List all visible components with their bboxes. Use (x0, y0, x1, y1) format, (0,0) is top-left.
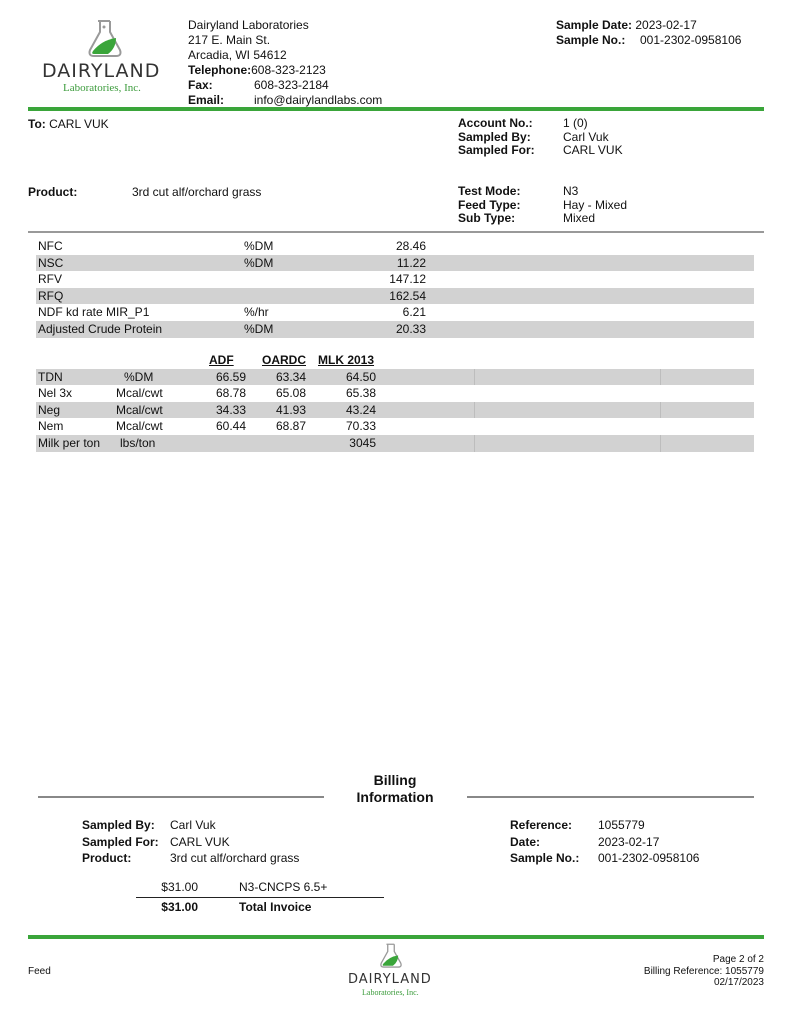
invoice-rule (136, 897, 384, 898)
cell-divider (474, 435, 475, 452)
row-adf: 68.78 (215, 386, 246, 401)
feed-type-label: Feed Type: (458, 197, 521, 212)
sampled-for-label: Sampled For: (458, 143, 535, 157)
feed-type-value: Hay - Mixed (563, 197, 628, 212)
sampled-by-label: Sampled By: (458, 129, 531, 144)
col-header-oardc: OARDC (262, 353, 306, 367)
row-mlk: 70.33 (345, 419, 376, 434)
sample-no-value: 001-2302-0958106 (640, 33, 742, 47)
row-adf: 34.33 (215, 402, 246, 417)
row-value: 147.12 (389, 272, 426, 287)
col-header-mlk: MLK 2013 (318, 353, 375, 367)
row-name: Milk per ton (38, 435, 101, 450)
billing-product-value: 3rd cut alf/orchard grass (170, 851, 300, 865)
row-name: NFC (38, 239, 63, 253)
billing-reference-label: Reference: (510, 818, 573, 832)
account-no-label: Account No.: (458, 116, 533, 130)
invoice-total-label: Total Invoice (239, 900, 312, 914)
energy-table-header (36, 352, 754, 369)
lab-logo (38, 18, 172, 100)
billing-title-line2: Information (356, 789, 434, 805)
cell-divider (660, 369, 661, 386)
table-row (36, 304, 754, 321)
footer-page: Page 2 of 2 (712, 954, 764, 965)
test-mode-block (458, 185, 758, 226)
analysis-table (36, 238, 754, 338)
invoice-line-desc: N3-CNCPS 6.5+ (239, 880, 328, 894)
email-value: info@dairylandlabs.com (254, 93, 383, 107)
sample-no-label: Sample No.: (556, 33, 626, 47)
sub-type-value: Mixed (563, 211, 596, 225)
footer-rule (28, 935, 764, 939)
col-header-adf: ADF (209, 353, 234, 367)
billing-sampled-by-label: Sampled By: (82, 818, 155, 832)
logo-sub: Laboratories, Inc. (63, 82, 141, 94)
row-value: 6.21 (402, 305, 426, 320)
row-unit: %DM (244, 321, 274, 336)
row-oardc: 65.08 (275, 386, 306, 401)
billing-sample-no-label: Sample No.: (510, 851, 580, 865)
invoice-lines (136, 880, 384, 915)
table-row (36, 385, 754, 402)
row-name: Nel 3x (38, 386, 73, 401)
table-row (36, 255, 754, 272)
footer-billing-ref: Billing Reference: 1055779 (643, 965, 764, 977)
flask-logo-icon (82, 18, 128, 60)
billing-right-block (510, 817, 770, 867)
fax-label: Fax: (188, 78, 213, 92)
telephone-value: 608-323-2123 (251, 63, 326, 77)
footer-logo-word: DAIRYLAND (348, 972, 432, 987)
cell-divider (660, 402, 661, 419)
to-label: To: (28, 117, 46, 131)
invoice-line-amount: $31.00 (161, 880, 198, 894)
row-unit: Mcal/cwt (116, 402, 163, 417)
row-oardc: 41.93 (275, 402, 306, 417)
cell-divider (474, 402, 475, 419)
table-row (36, 418, 754, 435)
cell-divider (474, 369, 475, 386)
row-unit: %DM (244, 239, 274, 253)
row-mlk: 3045 (349, 435, 376, 450)
test-mode-label: Test Mode: (458, 184, 521, 198)
row-value: 11.22 (396, 255, 426, 270)
section-rule (28, 231, 764, 233)
row-value: 28.46 (395, 239, 426, 253)
row-mlk: 43.24 (345, 402, 376, 417)
header-rule (28, 107, 764, 111)
billing-sampled-by-value: Carl Vuk (170, 818, 216, 832)
sampled-by-value: Carl Vuk (563, 129, 609, 144)
account-block (458, 117, 758, 158)
sample-date-value: 2023-02-17 (635, 18, 697, 32)
row-adf: 60.44 (215, 419, 246, 434)
billing-left-block (82, 817, 412, 867)
sample-date-label: Sample Date: (556, 18, 633, 32)
billing-date-value: 2023-02-17 (598, 834, 660, 849)
account-no-value: 1 (0) (563, 116, 588, 130)
energy-table (36, 352, 754, 452)
row-name: Neg (38, 402, 61, 417)
row-unit: %DM (244, 255, 274, 270)
row-unit: lbs/ton (120, 435, 156, 450)
telephone-label: Telephone: (188, 63, 252, 77)
lab-address-1: 217 E. Main St. (188, 33, 271, 47)
row-unit: Mcal/cwt (116, 386, 163, 401)
sub-type-label: Sub Type: (458, 211, 516, 225)
to-name: CARL VUK (49, 117, 109, 131)
product-value: 3rd cut alf/orchard grass (132, 185, 262, 199)
billing-sampled-for-value: CARL VUK (170, 834, 230, 849)
table-row (36, 369, 754, 386)
table-row (36, 271, 754, 288)
footer-logo-sub: Laboratories, Inc. (362, 988, 419, 997)
test-mode-value: N3 (563, 184, 579, 198)
table-row (36, 288, 754, 305)
row-name: Nem (38, 419, 64, 434)
billing-product-label: Product: (82, 851, 132, 865)
billing-sampled-for-label: Sampled For: (82, 834, 159, 849)
lab-address-block (188, 18, 428, 108)
billing-sample-no-value: 001-2302-0958106 (598, 851, 700, 865)
sampled-for-value: CARL VUK (563, 143, 623, 157)
lab-address-2: Arcadia, WI 54612 (188, 48, 287, 62)
table-row (36, 402, 754, 419)
row-name: RFV (38, 272, 62, 287)
row-name: RFQ (38, 288, 64, 303)
row-unit: %/hr (244, 305, 269, 320)
row-oardc: 68.87 (275, 419, 306, 434)
row-name: TDN (38, 369, 63, 384)
row-value: 162.54 (389, 288, 426, 303)
lab-name: Dairyland Laboratories (188, 18, 309, 32)
to-block (28, 117, 109, 131)
product-label: Product: (28, 185, 78, 199)
invoice-total-amount: $31.00 (161, 900, 198, 914)
sample-info (556, 18, 776, 48)
billing-title-line1: Billing (373, 772, 417, 788)
footer-right (564, 954, 764, 989)
flask-logo-icon (376, 942, 406, 970)
row-value: 20.33 (395, 321, 426, 336)
row-name: NDF kd rate MIR_P1 (38, 305, 150, 320)
row-name: NSC (38, 255, 64, 270)
footer-left: Feed (28, 966, 51, 977)
row-oardc: 63.34 (275, 369, 306, 384)
footer-date: 02/17/2023 (713, 977, 764, 988)
row-unit: %DM (124, 369, 154, 384)
row-mlk: 64.50 (345, 369, 376, 384)
billing-divider-right (467, 796, 754, 798)
billing-divider-left (38, 796, 324, 798)
table-row (36, 321, 754, 338)
cell-divider (660, 435, 661, 452)
footer-logo (340, 942, 450, 1002)
row-name: Adjusted Crude Protein (38, 321, 163, 336)
email-label: Email: (188, 93, 225, 107)
row-adf: 66.59 (215, 369, 246, 384)
billing-title (330, 772, 460, 806)
fax-value: 608-323-2184 (254, 78, 329, 92)
logo-word: DAIRYLAND (42, 60, 161, 82)
table-row (36, 238, 754, 255)
row-unit: Mcal/cwt (116, 419, 163, 434)
table-row (36, 435, 754, 452)
billing-date-label: Date: (510, 834, 541, 849)
billing-reference-value: 1055779 (598, 818, 645, 832)
row-mlk: 65.38 (345, 386, 376, 401)
